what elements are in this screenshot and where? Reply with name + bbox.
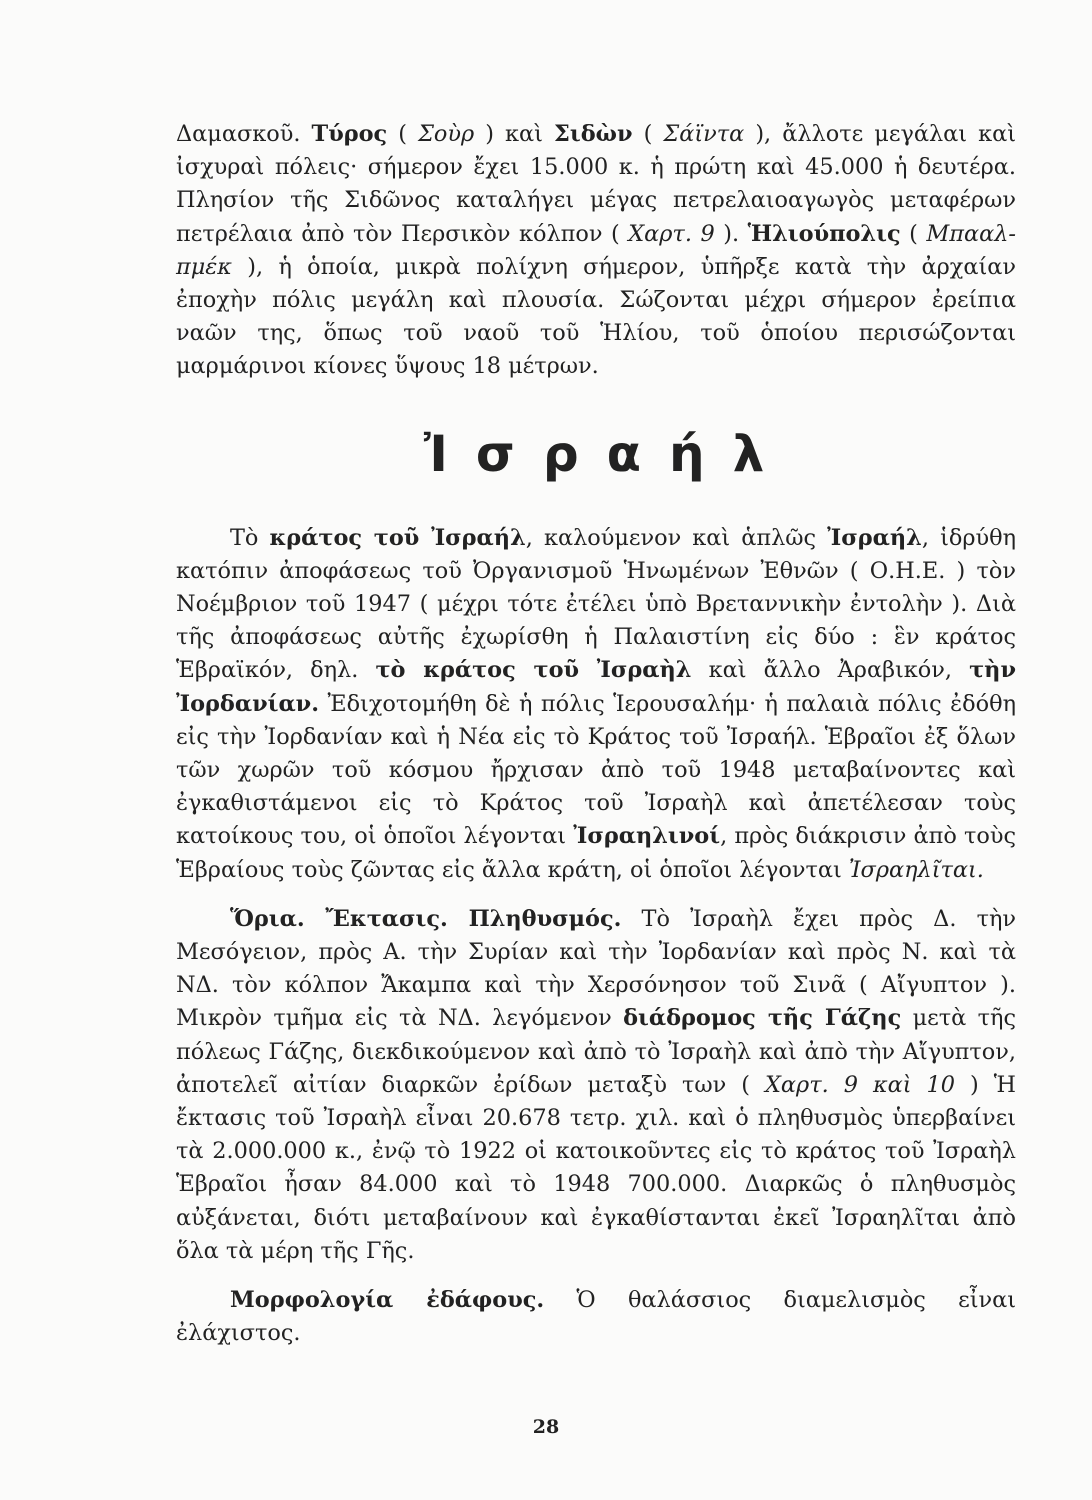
text-run: Τὸ bbox=[230, 524, 270, 551]
text-run: μετὰ τῆς πόλεως Γάζης, διεκδικούμενον καὶ ἀπὸ τὸ Ἰσραὴλ καὶ ἀπὸ τὴν Αἴγυπτον, ἀποτελεῖ αἰτίαν διαρκῶν ἐρίδων μεταξὺ των ( bbox=[176, 1005, 1016, 1098]
text-run: ( bbox=[900, 220, 927, 247]
text-run: Ἐδιχοτομήθη δὲ ἡ πόλις Ἱερουσαλήμ· ἡ παλαιὰ πόλις ἐδόθη εἰς τὴν Ἰορδανίαν καὶ ἡ Νέα εἰς τὸ Κράτος τοῦ Ἰσραήλ. Ἑβραῖοι ἐξ ὅλων τῶν χωρῶν τοῦ κόσμου ἤρχισαν ἀπὸ τοῦ 1948 μεταβαίνοντες καὶ ἐγκαθιστάμενοι εἰς τὸ Κράτος τοῦ Ἰσραὴλ καὶ ἀπετέλεσαν τοὺς κατοίκους του, οἱ ὁποῖοι λέγονται bbox=[176, 690, 1016, 850]
bold-run: Σιδὼν bbox=[554, 121, 633, 147]
text-run: ) καὶ bbox=[474, 121, 555, 147]
text-run: Τὸ Ἰσραὴλ ἔχει πρὸς Δ. τὴν Μεσόγειον, πρὸς Α. τὴν Συρίαν καὶ τὴν Ἰορδανίαν καὶ πρὸς Ν. καὶ τὰ ΝΔ. τὸν κόλπον Ἄκαμπα καὶ τὴν Χερσόνησον τοῦ Σινᾶ ( Αἴγυπτον ). Μικρὸν τμῆμα εἰς τὰ ΝΔ. λεγόμενον bbox=[176, 905, 1016, 1032]
bold-run: διάδρομος τῆς Γάζης bbox=[623, 1005, 902, 1032]
italic-run: Μπααλ-πμέκ bbox=[176, 220, 1016, 280]
bold-run: τὸ κράτος τοῦ Ἰσραὴλ bbox=[375, 657, 692, 684]
bold-run: Ὅρια. Ἔκτασις. Πληθυσμός. bbox=[230, 905, 622, 932]
page-body bbox=[176, 118, 1016, 1351]
italic-run: Σοὺρ bbox=[418, 121, 475, 147]
text-run: ( bbox=[387, 121, 419, 147]
italic-run: Χαρτ. 9 bbox=[628, 220, 715, 247]
bold-run: Μορφολογία ἐδάφους. bbox=[230, 1287, 545, 1314]
page-number: 28 bbox=[532, 1416, 560, 1438]
italic-run: Ἰσραηλῖται. bbox=[848, 856, 984, 883]
paragraph-borders-area-population bbox=[176, 903, 1016, 1268]
text-run: ( bbox=[632, 121, 664, 147]
italic-run: Σάϊντα bbox=[663, 121, 745, 147]
italic-run: Χαρτ. 9 καὶ 10 bbox=[764, 1071, 956, 1098]
text-run: ). bbox=[714, 220, 748, 247]
paragraph-israel-state bbox=[176, 522, 1016, 887]
text-run: Ὁ θαλάσσιος διαμελισμὸς εἶναι ἐλάχιστος. bbox=[176, 1287, 1016, 1347]
text-run: , ἱδρύθη κατόπιν ἀποφάσεως τοῦ Ὀργανισμοῦ Ἡνωμένων Ἐθνῶν ( Ο.Η.Ε. ) τὸν Νοέμβριον τοῦ 1947 ( μέχρι τότε ἐτέλει ὑπὸ Βρεταννικὴν ἐντολὴν ). Διὰ τῆς ἀποφάσεως αὐτῆς ἐχωρίσθη ἡ Παλαιστίνη εἰς δύο : ἓν κράτος Ἑβραϊκόν, δηλ. bbox=[176, 524, 1016, 684]
text-run: ) Ἡ ἔκτασις τοῦ Ἰσραὴλ εἶναι 20.678 τετρ. χιλ. καὶ ὁ πληθυσμὸς ὑπερβαίνει τὰ 2.000.000 κ., ἐνῷ τὸ 1922 οἱ κατοικοῦντες εἰς τὸ κράτος τοῦ Ἰσραὴλ Ἑβραῖοι ἦσαν 84.000 καὶ τὸ 1948 700.000. Διαρκῶς ὁ πληθυσμὸς αὐξάνεται, διότι μεταβαίνουν καὶ ἐγκαθίστανται ἐκεῖ Ἰσραηλῖται ἀπὸ ὅλα τὰ μέρη τῆς Γῆς. bbox=[176, 1071, 1016, 1264]
bold-run: Ἰσραηλινοί bbox=[573, 823, 721, 850]
paragraph-morphology bbox=[176, 1284, 1016, 1350]
text-run: , πρὸς διάκρισιν ἀπὸ τοὺς Ἑβραίους τοὺς ζῶντας εἰς ἄλλα κράτη, οἱ ὁποῖοι λέγονται bbox=[176, 823, 1016, 883]
text-run: ), ἡ ὁποία, μικρὰ πολίχνη σήμερον, ὑπῆρξε κατὰ τὴν ἀρχαίαν ἐποχὴν πόλις μεγάλη καὶ πλουσία. Σώζονται μέχρι σήμερον ἐρείπια ναῶν της, ὅπως τοῦ ναοῦ τοῦ Ἡλίου, τοῦ ὁποίου περισώζονται μαρμάρινοι κίονες ὕψους 18 μέτρων. bbox=[176, 253, 1016, 380]
text-run: Δαμασκοῦ. bbox=[176, 121, 312, 147]
text-run: , καλούμενον καὶ ἁπλῶς bbox=[525, 524, 828, 551]
text-run: καὶ ἄλλο Ἀραβικόν, bbox=[691, 657, 970, 684]
bold-run: τὴν Ἰορδανίαν. bbox=[176, 657, 1016, 717]
bold-run: Τύρος bbox=[311, 121, 388, 147]
bold-run: Ἡλιούπολις bbox=[747, 220, 901, 247]
paragraph-lebanon-cities bbox=[176, 118, 1016, 384]
bold-run: κράτος τοῦ Ἰσραήλ bbox=[269, 524, 526, 551]
text-run: ), ἄλλοτε μεγάλαι καὶ ἰσχυραὶ πόλεις· σήμερον ἔχει 15.000 κ. ἡ πρώτη καὶ 45.000 ἡ δευτέρα. Πλησίον τῆς Σιδῶνος καταλήγει μέγας πετρελαιοαγωγὸς μεταφέρων πετρέλαια ἀπὸ τὸν Περσικὸν κόλπον ( bbox=[176, 121, 1016, 247]
bold-run: Ἰσραήλ bbox=[827, 524, 922, 551]
section-heading-israel: Ἰσραήλ bbox=[423, 424, 793, 483]
